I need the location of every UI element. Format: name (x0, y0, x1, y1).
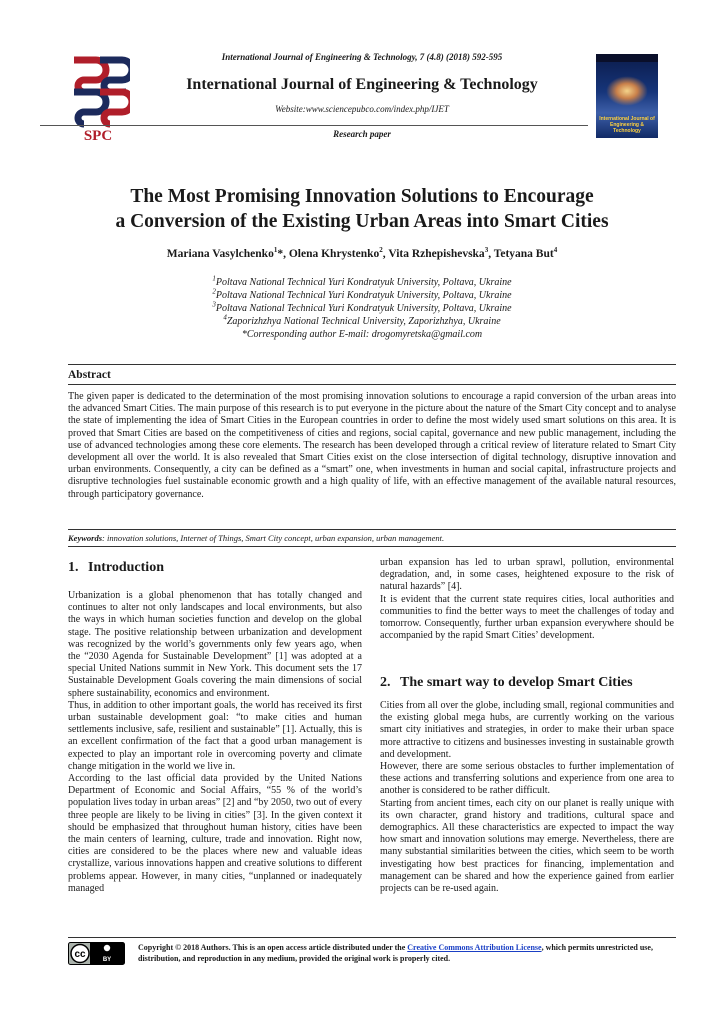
paragraph: However, there are some serious obstacles to further implementation of these actions and transferring solutions and experience from one area to another is considered to be rather difficult. (380, 761, 674, 797)
abstract-heading: Abstract (68, 369, 111, 381)
journal-website[interactable]: Website:www.sciencepubco.com/index.php/IJET (275, 104, 449, 114)
cc-by-license-icon[interactable] (68, 942, 125, 965)
paragraph: urban expansion has led to urban sprawl, pollution, environmental degradation, and, in some cases, heightened exposure to the risk of natural hazards” [4]. (380, 557, 674, 593)
keywords (68, 533, 676, 543)
spc-publisher-logo (66, 54, 130, 142)
author-list (40, 248, 684, 260)
affiliation: $^2$Poltava National Technical Yuri Kondratyuk University, Poltava, Ukraine (212, 287, 512, 301)
section-heading-smart-way: 2. The smart way to develop Smart Cities (380, 675, 633, 690)
paragraph: Thus, in addition to other important goals, the world has received its first urban sustainable development goal: “to make cities and human settlements inclusive, safe, resilient and sustainable” [1]. Actually, this is an excellent confirmation of the fact that a good urban management is expected to play an important role in overcoming poverty and climate change mitigation in the world we live in. (68, 699, 362, 772)
cover-title: International Journal of Engineering & Technology (599, 116, 655, 134)
smart-way-column (380, 700, 674, 895)
introduction-column (68, 590, 362, 895)
keywords-bottom-rule (68, 546, 676, 547)
journal-reference: International Journal of Engineering & Technology, 7 (4.8) (2018) 592-595 (221, 52, 503, 62)
logo-text: SPC (83, 128, 113, 142)
abstract-heading-rule (68, 384, 676, 385)
affiliation: $^1$Poltava National Technical Yuri Kondratyuk University, Poltava, Ukraine (212, 274, 512, 288)
affiliation-list (40, 276, 684, 341)
section-heading-introduction: 1. Introduction (68, 560, 164, 575)
paragraph: Cities from all over the globe, including small, regional communities and the existing global mega hubs, are currently working on the various smart city initiatives and strategies, in order to make their urban space more attractive to citizens and businesses investing in sustainable growth and development. (380, 700, 674, 760)
paper-title-line-2: a Conversion of the Existing Urban Areas into Smart Cities (115, 211, 609, 232)
abstract-text: The given paper is dedicated to the determination of the most promising innovation solutions to encourage a rapid conversion of the urban areas into the advanced Smart Cities. The main purpose of this research is to put everyone in the picture about the nature of the Smart City concept and to analyse the state of implementing the idea of Smart Cities in the European countries in order to define the most widely used smart solutions on this area. It is proved that Smart Cities are based on the competitiveness of cities and regions, social capital, governance and new public management, including the use of advanced technologies among these core elements. The research has been developed through a critical review of literature related to Smart City development all over the world. It is also revealed that Smart Cities exist on the close intersection of digital technology, disruptive innovation and urban environments. Consequently, a city can be defined as a “smart” one, when investments in human and social capital, infrastructure projects and disruptive technologies fuel sustainable economic growth and a high quality of life, with an effective management of the available natural resources, through participatory governance. (68, 391, 676, 500)
header-divider (40, 125, 588, 126)
journal-title: International Journal of Engineering & Technology (186, 76, 538, 93)
keywords-top-rule (68, 529, 676, 530)
author: Olena Khrystenko$^2$, (288, 246, 389, 260)
abstract-top-rule (68, 364, 676, 365)
keywords-list: : innovation solutions, Internet of Things, Smart City concept, urban expansion, urban management. (102, 533, 445, 543)
author: Mariana Vasylchenko$^1$*, (166, 246, 289, 260)
journal-cover-image (596, 54, 658, 138)
paragraph: Urbanization is a global phenomenon that has totally changed and continues to alter not only landscapes and local environments, but also the ways in which human societies function and develop on the global stage. The positive relationship between urbanization and development was recognized by the world’s governments only few years ago, when the “2030 Agenda for Sustainable Development” [1] was adopted at a special United Nations summit in New York. This document sets the 17 Sustainable Development Goals covering the main dimensions of social sphere sustainability, economics and environment. (68, 590, 362, 699)
by-text: BY (102, 957, 112, 963)
paragraph: Starting from ancient times, each city on our planet is really unique with its own character, grand history and traditions, cultural space and demographics. All these characteristics are expected to impact the way how smart and innovation solutions may emerge. Nevertheless, there are many substantial similarities between the cities, which seem to be worth investigating how best practices for financing, implementation and management can be shared and how the experience gained from earlier projects can be re-used again. (380, 797, 674, 895)
paper-title (40, 184, 684, 234)
paragraph: It is evident that the current state requires cities, local authorities and communities to find the better ways to meet the challenges of today and tomorrow. Consequently, further urban expansion everywhere should be accompanied by the rapid Smart Cities’ development. (380, 593, 674, 642)
affiliation: $^3$Poltava National Technical Yuri Kondratyuk University, Poltava, Ukraine (212, 300, 512, 314)
corresponding-author: *Corresponding author E-mail: drogomyretska@gmail.com (241, 329, 483, 340)
affiliation: $^4$Zaporizhzhya National Technical University, Zaporizhzhya, Ukraine (223, 313, 501, 327)
paragraph: According to the last official data provided by the United Nations Department of Economic and Social Affairs, “55 % of the world’s population lives today in urban areas” [2] and “by 2050, two out of every three people are likely to be living in cities” [3]. In the given context it should be emphasized that throughout human history, cities have been the main centers of learning, culture, trade and innovation. Right now, cities are considered to be the places where new and valuable ideas crystallize, various innovations happen and creative solutions to different problems appear. However, in many cities, “unplanned or inadequately managed (68, 773, 362, 894)
introduction-continued-column (380, 557, 674, 642)
paper-title-line-1: The Most Promising Innovation Solutions to Encourage (130, 186, 594, 207)
paper-type: Research paper (333, 129, 391, 139)
license-link[interactable]: Creative Commons Attribution License (407, 943, 542, 952)
author: Tetyana But$^4$ (493, 246, 558, 260)
keywords-label: Keywords (68, 533, 102, 543)
author: Vita Rzhepishevska$^3$, (388, 246, 494, 260)
copyright-notice: Copyright © 2018 Authors. This is an open access article distributed under the Creative Commons Attribution License, which permits unrestricted use, distribution, and reproduction in any medium, provided the original work is properly cited. (138, 943, 653, 963)
footer-divider (68, 937, 676, 938)
cc-text: cc (74, 949, 86, 960)
